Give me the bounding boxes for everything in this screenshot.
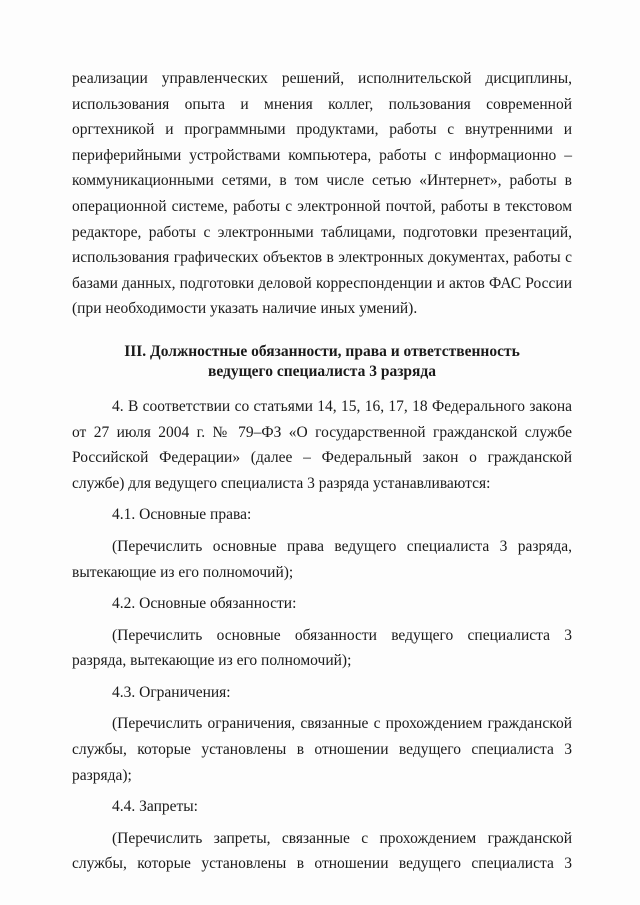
section-heading-line-1: III. Должностные обязанности, права и ответственность <box>124 342 520 360</box>
clause-4-1-title: 4.1. Основные права: <box>112 506 252 524</box>
clause-4: 4. В соответствии со статьями 14, 15, 16, 17, 18 Федерального закона от 27 июля 2004 г. № 79–ФЗ «О государственной гражданской службе Российской Федерации» (далее – Федеральный закон о гражданской службе) для ведущего специалиста 3 разряда устанавливаются: <box>72 397 572 492</box>
section-heading <box>72 342 572 382</box>
clause-4-1-text: (Перечислить основные права ведущего специалиста 3 разряда, вытекающие из его полномочий); <box>72 537 572 581</box>
intro-paragraph: реализации управленческих решений, исполнительской дисциплины, использования опыта и мнения коллег, пользования современной оргтехникой и программными продуктами, работы с внутренними и периферийными устройствами компьютера, работы с информационно – коммуникационными сетями, в том числе сетью «Интернет», работы в операционной системе, работы с электронной почтой, работы в текстовом редакторе, работы с электронными таблицами, подготовки презентаций, использования графических объектов в электронных документах, работы с базами данных, подготовки деловой корреспонденции и актов ФАС России (при необходимости указать наличие иных умений). <box>72 70 572 318</box>
clause-4-2-text: (Перечислить основные обязанности ведущего специалиста 3 разряда, вытекающие из его полномочий); <box>72 626 572 670</box>
clause-4-3-title: 4.3. Ограничения: <box>112 683 231 701</box>
clause-4-2-title: 4.2. Основные обязанности: <box>112 595 297 613</box>
page-content <box>72 66 572 877</box>
clause-4-3-text: (Перечислить ограничения, связанные с прохождением гражданской службы, которые установлены в отношении ведущего специалиста 3 разряда); <box>72 715 572 784</box>
clause-4-4-title: 4.4. Запреты: <box>112 798 198 816</box>
clause-4-4-text: (Перечислить запреты, связанные с прохождением гражданской службы, которые установлены в отношении ведущего специалиста 3 <box>72 829 572 873</box>
section-heading-line-2: ведущего специалиста 3 разряда <box>207 362 437 380</box>
